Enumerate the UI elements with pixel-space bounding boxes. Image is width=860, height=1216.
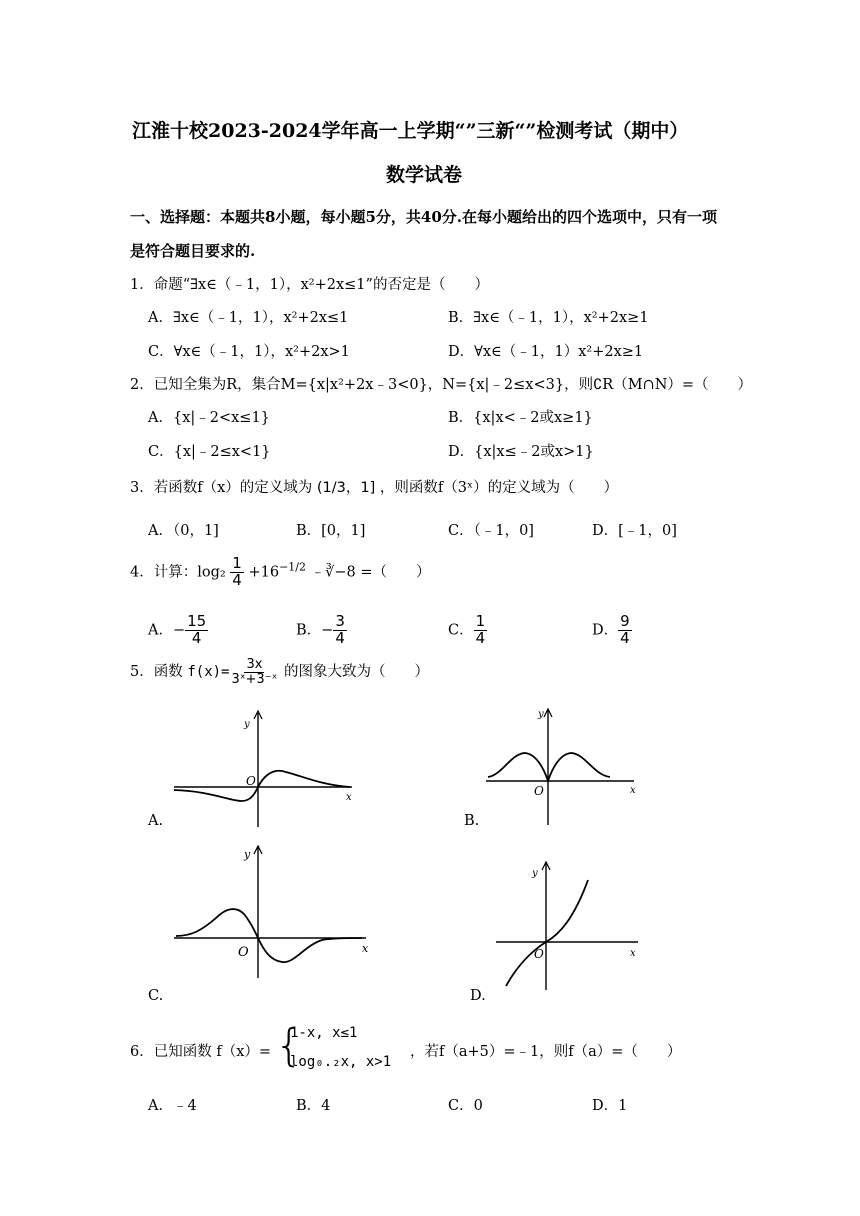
q5-graph-c-origin-label: O (238, 945, 249, 960)
q6-option-b[interactable]: B．4 (296, 1098, 331, 1114)
q6-case2: log₀.₂x, x>1 (290, 1054, 392, 1070)
q4-option-c-fraction: $\frac{1}{4}$ (475, 612, 486, 647)
q4-option-d-fraction: $\frac{9}{4}$ (620, 612, 630, 647)
q5-graph-a[interactable] (170, 705, 360, 830)
q6-option-d[interactable]: D．1 (592, 1098, 628, 1114)
q4-option-a[interactable] (148, 614, 208, 647)
q5-graph-d-y-label: y (532, 868, 538, 879)
q6-brace: { (275, 1020, 303, 1071)
q3-option-a[interactable]: A．（0，1] (148, 523, 219, 539)
q4-option-b-label: B．− (296, 622, 334, 639)
q5-graph-a-y-label: y (244, 719, 250, 730)
page-title-line2: 数学试卷 (386, 164, 463, 186)
q5-option-d[interactable]: D. (470, 988, 486, 1004)
q2-stem: 2．已知全集为R，集合M={x|x²+2x﹣3<0}，N={x|﹣2≤x<3}，则∁R（M∩N）=（ ） (130, 377, 753, 393)
q5-graph-c-svg (172, 842, 372, 982)
q5-graph-a-origin-label: O (246, 774, 256, 788)
q1-option-d[interactable]: D．∀x∈（﹣1，1）x²+2x≥1 (448, 344, 644, 360)
q5-graph-c-y-label: y (244, 848, 251, 861)
section-header-line1: 一、选择题：本题共8小题，每小题5分，共40分.在每小题给出的四个选项中，只有一项 (130, 208, 717, 226)
q5-stem-post: 的图象大致为（ ） (283, 664, 429, 681)
section-header-line2: 是符合题目要求的. (130, 242, 256, 260)
q3-option-d[interactable]: D．[﹣1，0] (592, 523, 677, 539)
q1-stem: 1．命题“∃x∈（﹣1，1），x²+2x≤1”的否定是（ ） (130, 277, 489, 293)
q6-stem-post: ，若f（a+5）=﹣1，则f（a）=（ ） (410, 1044, 682, 1060)
q6-option-c[interactable]: C．0 (448, 1098, 483, 1114)
q4-mid: +16 (248, 564, 280, 581)
q5-option-c[interactable]: C. (148, 988, 164, 1004)
q2-option-c[interactable]: C．{x|﹣2≤x<1} (148, 444, 271, 460)
q5-graph-b-svg (484, 705, 644, 830)
q4-option-d[interactable] (592, 614, 632, 647)
q3-stem (130, 476, 618, 497)
q2-option-a[interactable]: A．{x|﹣2<x≤1} (148, 410, 270, 426)
q5-option-b[interactable]: B. (464, 813, 480, 829)
q5-option-a[interactable]: A. (148, 813, 164, 829)
q2-option-b[interactable]: B．{x|x<﹣2或x≥1} (448, 410, 593, 426)
q1-option-a[interactable]: A．∃x∈（﹣1，1），x²+2x≤1 (148, 310, 349, 326)
q3-interval: (1/3，1] (316, 480, 376, 496)
q5-graph-d[interactable] (494, 858, 644, 993)
q4-option-b[interactable] (296, 614, 347, 647)
q4-option-c-label: C． (448, 622, 474, 639)
q4-tail: ﹣∛−8 (310, 564, 356, 581)
q5-graph-d-origin-label: O (534, 947, 544, 961)
q4-stem-pre: 4．计算：log₂ (130, 564, 226, 581)
q5-stem (130, 658, 429, 686)
q5-graph-b-x-label: x (630, 785, 636, 796)
q4-stem (130, 556, 430, 589)
q4-option-b-fraction: $\frac{3}{4}$ (335, 612, 345, 647)
q4-option-c[interactable] (448, 614, 487, 647)
q4-option-d-label: D． (592, 622, 619, 639)
q6-stem-pre: 6．已知函数 f（x）= (130, 1044, 272, 1060)
q1-option-c[interactable]: C．∀x∈（﹣1，1），x²+2x>1 (148, 344, 350, 360)
q3-stem-pre: 3．若函数f（x）的定义域为 (130, 480, 313, 496)
q4-exponent: −1/2 (279, 560, 306, 574)
page-title-line1: 江淮十校2023-2024学年高一上学期“”三新“”检测考试（期中） (132, 120, 689, 142)
q5-graph-d-svg (494, 858, 644, 993)
q4-stem-post: =（ ） (360, 564, 431, 581)
q5-func-fraction: $\frac{3x}{\text{3ˣ+3⁻ˣ}}$ (231, 657, 278, 687)
q6-case1: 1-x, x≤1 (290, 1025, 358, 1041)
q3-option-c[interactable]: C．（﹣1，0] (448, 523, 534, 539)
q4-option-a-label: A．− (148, 622, 186, 639)
q4-option-a-fraction: $\frac{15}{4}$ (187, 612, 207, 647)
q5-graph-a-svg (170, 705, 360, 830)
q2-option-d[interactable]: D．{x|x≤﹣2或x>1} (448, 444, 594, 460)
q5-graph-c-x-label: x (362, 942, 369, 955)
q5-func-lhs: f(x)= (187, 664, 230, 681)
q5-graph-a-x-label: x (346, 792, 352, 803)
q5-graph-b[interactable] (484, 705, 644, 830)
q4-log-fraction: $\frac{1}{4}$ (232, 554, 242, 589)
q5-graph-b-y-label: y (538, 709, 544, 720)
q5-graph-c[interactable] (172, 842, 372, 982)
q5-stem-pre: 5．函数 (130, 664, 183, 681)
q3-option-b[interactable]: B．[0，1] (296, 523, 366, 539)
q5-graph-b-origin-label: O (534, 784, 544, 798)
q6-option-a[interactable]: A．﹣4 (148, 1098, 197, 1114)
q3-stem-post: ，则函数f（3ˣ）的定义域为（ ） (379, 480, 619, 496)
q5-graph-d-x-label: x (630, 948, 636, 959)
q1-option-b[interactable]: B．∃x∈（﹣1，1），x²+2x≥1 (448, 310, 649, 326)
